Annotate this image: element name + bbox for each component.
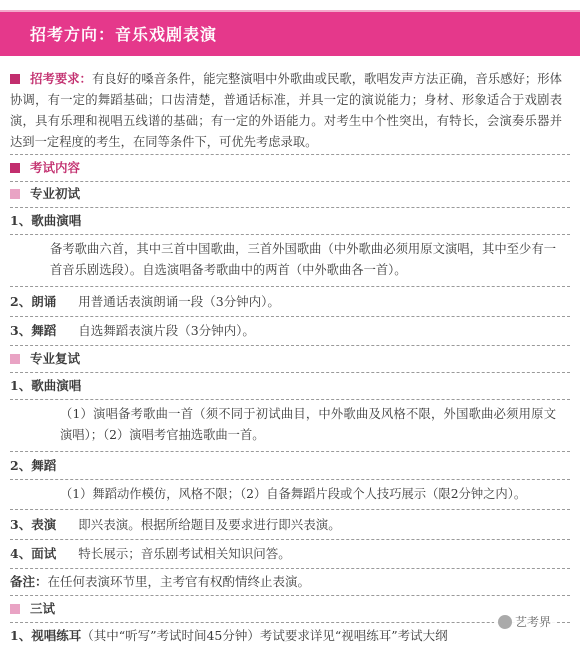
section-third [10, 596, 570, 623]
section-second [10, 346, 570, 373]
third-item-row [10, 623, 570, 649]
initial-recite-row [10, 288, 570, 317]
second-singing-title: 1、歌曲演唱 [10, 378, 82, 393]
bullet-square-icon [10, 163, 20, 173]
initial-singing-heading [10, 208, 570, 235]
initial-title: 专业初试 [30, 186, 81, 201]
page-title: 招考方向：音乐戏剧表演 [30, 25, 218, 44]
initial-singing-text: 备考歌曲六首，其中三首中国歌曲，三首外国歌曲（中外歌曲必须用原文演唱，其中至少有一首音乐剧选段）。自选演唱备考歌曲中的两首（中外歌曲各一首）。 [10, 235, 570, 287]
second-singing-text: （1）演唱备考歌曲一首（须不同于初试曲目，中外歌曲及风格不限，外国歌曲必须用原文演唱）；（2）演唱考官抽选歌曲一首。 [10, 400, 570, 452]
requirements-block [10, 68, 562, 153]
second-dance-title: 2、舞蹈 [10, 458, 57, 473]
initial-singing-title: 1、歌曲演唱 [10, 213, 82, 228]
second-perform-title: 3、表演 [10, 517, 57, 532]
second-singing-heading [10, 373, 570, 400]
initial-recite-text: 用普通话表演朗诵一段（3分钟内）。 [78, 294, 280, 309]
bullet-square-icon [10, 74, 20, 84]
second-interview-text: 特长展示；音乐剧考试相关知识问答。 [78, 546, 291, 561]
note-row [10, 569, 570, 596]
section-exam-content [10, 154, 570, 182]
third-item-title: 1、视唱练耳 [10, 628, 82, 643]
note-text: 在任何表演环节里，主考官有权酌情终止表演。 [47, 574, 311, 589]
second-interview-row [10, 540, 570, 569]
initial-dance-text: 自选舞蹈表演片段（3分钟内）。 [78, 323, 255, 338]
bullet-square-icon [10, 189, 20, 199]
second-dance-heading [10, 453, 570, 480]
watermark [494, 612, 555, 631]
second-dance-text: （1）舞蹈动作模仿，风格不限；（2）自备舞蹈片段或个人技巧展示（限2分钟之内）。 [10, 480, 570, 510]
initial-dance-title: 3、舞蹈 [10, 323, 57, 338]
requirements-label: 招考要求： [30, 71, 92, 86]
exam-content-title: 考试内容 [30, 160, 81, 175]
header-banner [0, 10, 580, 56]
initial-dance-row [10, 317, 570, 346]
section-initial [10, 181, 570, 208]
requirements-text: 有良好的嗓音条件，能完整演唱中外歌曲或民歌，歌唱发声方法正确，音乐感好；形体协调，有一定的舞蹈基础；口齿清楚，普通话标准，并具一定的演说能力；身材、形象适合于戏剧表演，具有乐理和视唱五线谱的基础；有一定的外语能力。对考生中个性突出，有特长，会演奏乐器并达到一定程度的考生，在同等条件下，可优先考虑录取。 [10, 72, 562, 149]
bullet-square-icon [10, 354, 20, 364]
second-interview-title: 4、面试 [10, 546, 57, 561]
third-item-text: （其中“听写”考试时间45分钟）考试要求详见“视唱练耳”考试大纲 [81, 628, 448, 643]
initial-recite-title: 2、朗诵 [10, 294, 57, 309]
watermark-text: 艺考界 [515, 615, 552, 629]
second-title: 专业复试 [30, 351, 81, 366]
second-perform-text: 即兴表演。根据所给题目及要求进行即兴表演。 [78, 517, 341, 532]
third-title: 三试 [30, 601, 56, 616]
note-label: 备注： [10, 574, 48, 589]
wechat-logo-icon [498, 615, 512, 629]
second-perform-row [10, 511, 570, 540]
bullet-square-icon [10, 604, 20, 614]
